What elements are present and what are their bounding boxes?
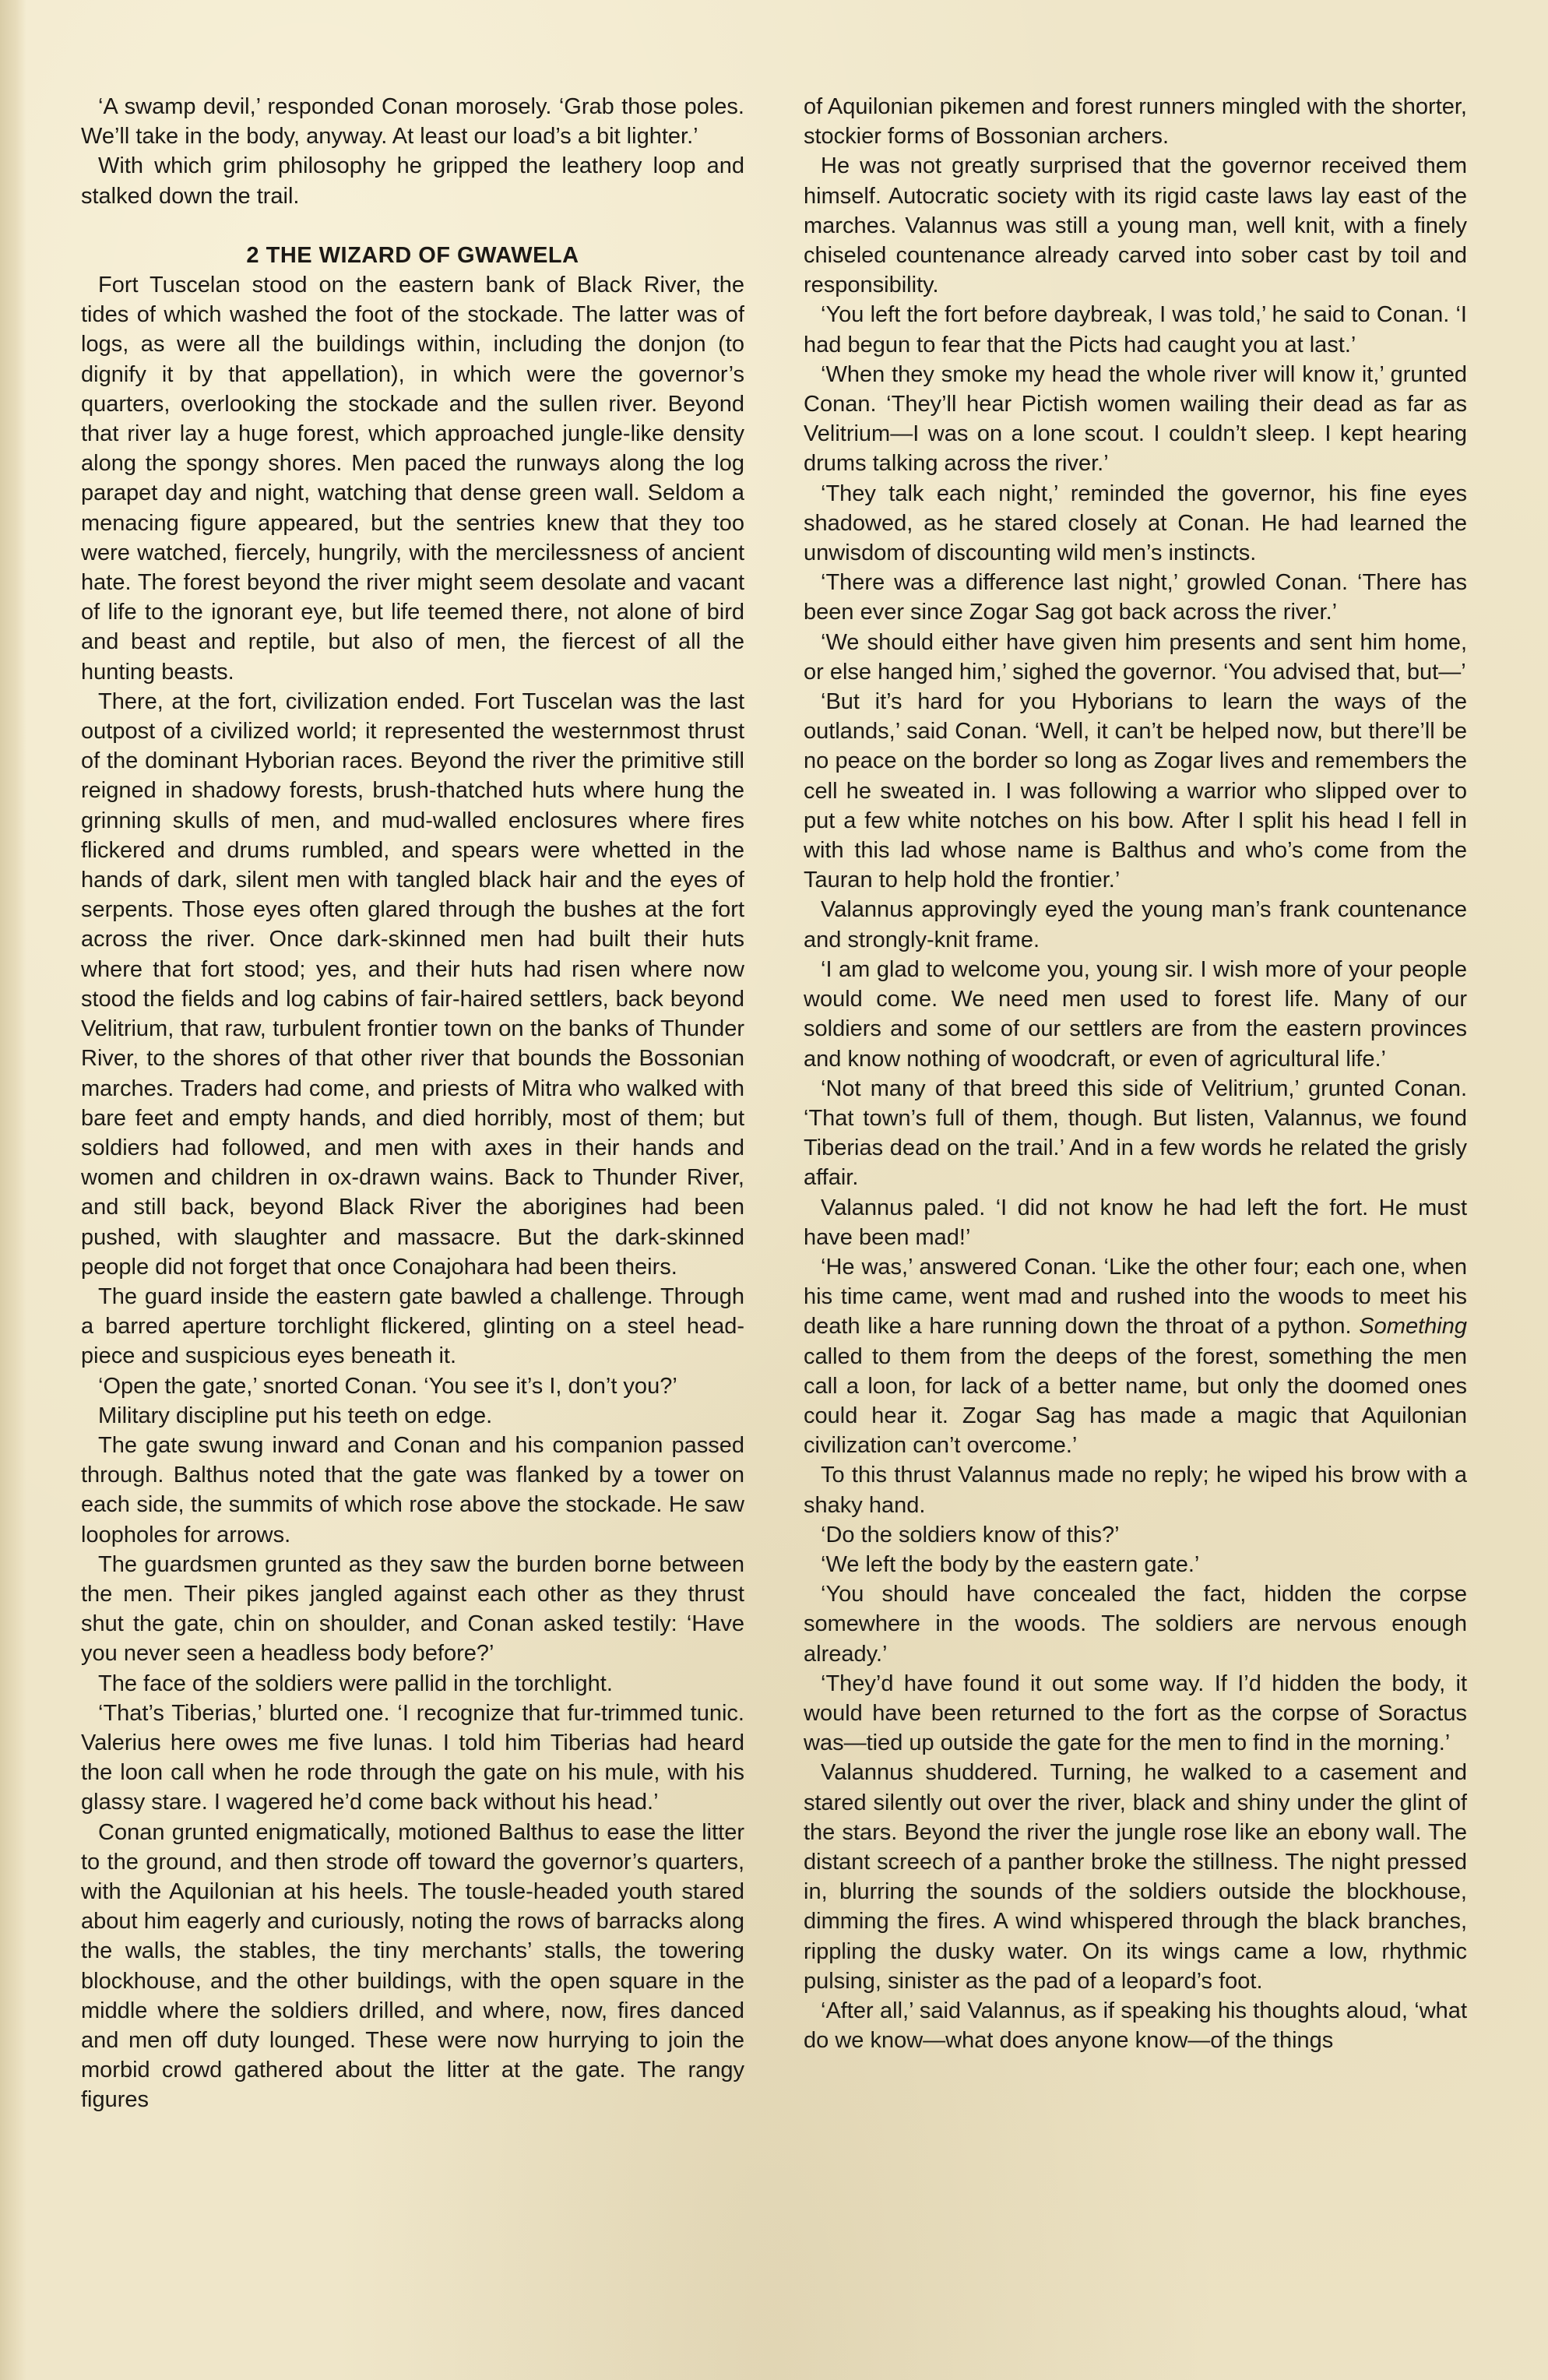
- paragraph: ‘You should have concealed the fact, hidden the corpse somewhere in the woods. The soldiers are nervous enough already.’: [804, 1582, 1467, 1667]
- text-run: ‘He was,’ answered Conan. ‘Like the other four; each one, when his time came, went mad and rushed into the woods to meet his death like a hare running down the throat of a python.: [804, 1254, 1467, 1340]
- right-text-column: [804, 92, 1467, 2335]
- paragraph: Valannus shuddered. Turning, he walked to a casement and stared silently out over the river, black and shiny under the glint of the stars. Beyond the river the jungle rose like an ebony wall. The distant screech of a panther broke the stillness. The night pressed in, blurring the sounds of the soldiers outside the blockhouse, dimming the fires. A wind whispered through the black branches, rippling the dusky water. On its wings came a low, rhythmic pulsing, sinister as the pad of a leopard’s foot.: [804, 1760, 1467, 1994]
- paragraph: With which grim philosophy he gripped the leathery loop and stalked down the trail.: [81, 153, 744, 209]
- paragraph: ‘Not many of that breed this side of Velitrium,’ grunted Conan. ‘That town’s full of them, though. But listen, Valannus, we found Tiberias dead on the trail.’ And in a few words he related the grisly affair.: [804, 1076, 1467, 1191]
- paragraph: The face of the soldiers were pallid in the torchlight.: [98, 1671, 613, 1696]
- paragraph: ‘We left the body by the eastern gate.’: [821, 1551, 1200, 1577]
- paragraph: ‘Open the gate,’ snorted Conan. ‘You see it’s I, don’t you?’: [98, 1373, 677, 1399]
- paragraph: Conan grunted enigmatically, motioned Balthus to ease the litter to the ground, and then strode off toward the governor’s quarters, with the Aquilonian at his heels. The tousle-headed youth stared about him eagerly and curiously, noting the rows of barracks along the walls, the stables, the tiny merchants’ stalls, the towering blockhouse, and the other buildings, with the open square in the middle where the soldiers drilled, and where, now, fires danced and men off duty lounged. These were now hurrying to join the morbid crowd gathered about the litter at the gate. The rangy figures: [81, 1819, 744, 2113]
- paragraph: Valannus approvingly eyed the young man’s frank countenance and strongly-knit frame.: [804, 897, 1467, 952]
- paragraph: Military discipline put his teeth on edge.: [98, 1403, 493, 1428]
- paragraph: ‘I am glad to welcome you, young sir. I wish more of your people would come. We need men used to forest life. Many of our soldiers and some of our settlers are from the eastern provinces and know nothing of woodcraft, or even of agricultural life.’: [804, 956, 1467, 1072]
- page-binding-edge: [0, 0, 26, 2380]
- paragraph-continued: of Aquilonian pikemen and forest runners mingled with the shorter, stockier forms of Bossonian archers.: [804, 94, 1467, 150]
- chapter-heading: 2 THE WIZARD OF GWAWELA: [246, 242, 579, 268]
- left-text-column: [81, 92, 744, 2335]
- paragraph: ‘You left the fort before daybreak, I was told,’ he said to Conan. ‘I had begun to fear that the Picts had caught you at last.’: [804, 302, 1467, 357]
- paragraph: ‘They’d have found it out some way. If I’d hidden the body, it would have been returned to the fort as the corpse of Soractus was—tied up outside the gate for the men to find in the morning.’: [804, 1671, 1467, 1756]
- paragraph: ‘There was a difference last night,’ growled Conan. ‘There has been ever since Zogar Sag got back across the river.’: [804, 570, 1467, 625]
- paragraph: Valannus paled. ‘I did not know he had left the fort. He must have been mad!’: [804, 1195, 1467, 1250]
- paragraph: The gate swung inward and Conan and his companion passed through. Balthus noted that the gate was flanked by a tower on each side, the summits of which rose above the stockade. He saw loopholes for arrows.: [81, 1432, 744, 1547]
- paragraph: ‘A swamp devil,’ responded Conan morosely. ‘Grab those poles. We’ll take in the body, anyway. At least our load’s a bit lighter.’: [81, 94, 744, 150]
- paragraph: ‘That’s Tiberias,’ blurted one. ‘I recognize that fur-trimmed tunic. Valerius here owes me five lunas. I told him Tiberias had heard the loon call when he rode through the gate on his mule, with his glassy stare. I wagered he’d come back without his head.’: [81, 1700, 744, 1815]
- paragraph: Fort Tuscelan stood on the eastern bank of Black River, the tides of which washed the foot of the stockade. The latter was of logs, as were all the buildings within, including the donjon (to dignify it by that appellation), in which were the governor’s quarters, overlooking the stockade and the sullen river. Beyond that river lay a huge forest, which approached jungle-like density along the spongy shores. Men paced the runways along the log parapet day and night, watching that dense green wall. Seldom a menacing figure appeared, but the sentries knew that they too were watched, fiercely, hungrily, with the mercilessness of ancient hate. The forest beyond the river might seem desolate and vacant of life to the ignorant eye, but life teemed there, not alone of bird and beast and reptile, but also of men, the fiercest of all the hunting beasts.: [81, 273, 744, 685]
- paragraph: ‘But it’s hard for you Hyborians to learn the ways of the outlands,’ said Conan. ‘Well, it can’t be helped now, but there’ll be no peace on the border so long as Zogar lives and remembers the cell he sweated in. I was following a warrior who slipped over to put a few white notches on his bow. After I split his head I fell in with this lad whose name is Balthus and who’s come from the Tauran to help hold the frontier.’: [804, 689, 1467, 893]
- paragraph: To this thrust Valannus made no reply; he wiped his brow with a shaky hand.: [804, 1463, 1467, 1518]
- text-run: called to them from the deeps of the forest, something the men call a loon, for lack of a better name, but only the doomed ones could hear it. Zogar Sag has made a magic that Aquilonian civilization can’t overcome.’: [804, 1343, 1467, 1459]
- emphasized-word: Something: [1359, 1314, 1467, 1340]
- paragraph: ‘After all,’ said Valannus, as if speaking his thoughts aloud, ‘what do we know—what does anyone know—of the things: [804, 1998, 1467, 2054]
- paragraph: ‘When they smoke my head the whole river will know it,’ grunted Conan. ‘They’ll hear Pictish women wailing their dead as far as Velitrium—I was on a lone scout. I couldn’t sleep. I kept hearing drums talking across the river.’: [804, 361, 1467, 477]
- paragraph: The guard inside the eastern gate bawled a challenge. Through a barred aperture torchlight flickered, glinting on a steel head-piece and suspicious eyes beneath it.: [81, 1283, 744, 1369]
- paragraph: He was not greatly surprised that the governor received them himself. Autocratic society with its rigid caste laws lay east of the marches. Valannus was still a young man, well knit, with a finely chiseled countenance already carved into sober cast by toil and responsibility.: [804, 153, 1467, 298]
- paragraph: ‘They talk each night,’ reminded the governor, his fine eyes shadowed, as he stared closely at Conan. He had learned the unwisdom of discounting wild men’s instincts.: [804, 481, 1467, 566]
- paragraph: ‘Do the soldiers know of this?’: [821, 1522, 1120, 1547]
- paragraph: ‘We should either have given him presents and sent him home, or else hanged him,’ sighed the governor. ‘You advised that, but—’: [804, 629, 1467, 685]
- paragraph: The guardsmen grunted as they saw the burden borne between the men. Their pikes jangled against each other as they thrust shut the gate, chin on shoulder, and Conan asked testily: ‘Have you never seen a headless body before?’: [81, 1551, 744, 1667]
- paragraph: There, at the fort, civilization ended. Fort Tuscelan was the last outpost of a civilized world; it represented the westernmost thrust of the dominant Hyborian races. Beyond the river the primitive still reigned in shadowy forests, brush-thatched huts where hung the grinning skulls of men, and mud-walled enclosures where fires flickered and drums rumbled, and spears were whetted in the hands of dark, silent men with tangled black hair and the eyes of serpents. Those eyes often glared through the bushes at the fort across the river. Once dark-skinned men had built their huts where that fort stood; yes, and their huts had risen where now stood the fields and log cabins of fair-haired settlers, back beyond Velitrium, that raw, turbulent frontier town on the banks of Thunder River, to the shores of that other river that bounds the Bossonian marches. Traders had come, and priests of Mitra who walked with bare feet and empty hands, and died horribly, most of them; but soldiers had followed, and men with axes in their hands and women and children in ox-drawn wains. Back to Thunder River, and still back, beyond Black River the aborigines had been pushed, with slaughter and massacre. But the dark-skinned people did not forget that once Conajohara had been theirs.: [81, 688, 744, 1280]
- paragraph: [804, 1252, 1467, 1460]
